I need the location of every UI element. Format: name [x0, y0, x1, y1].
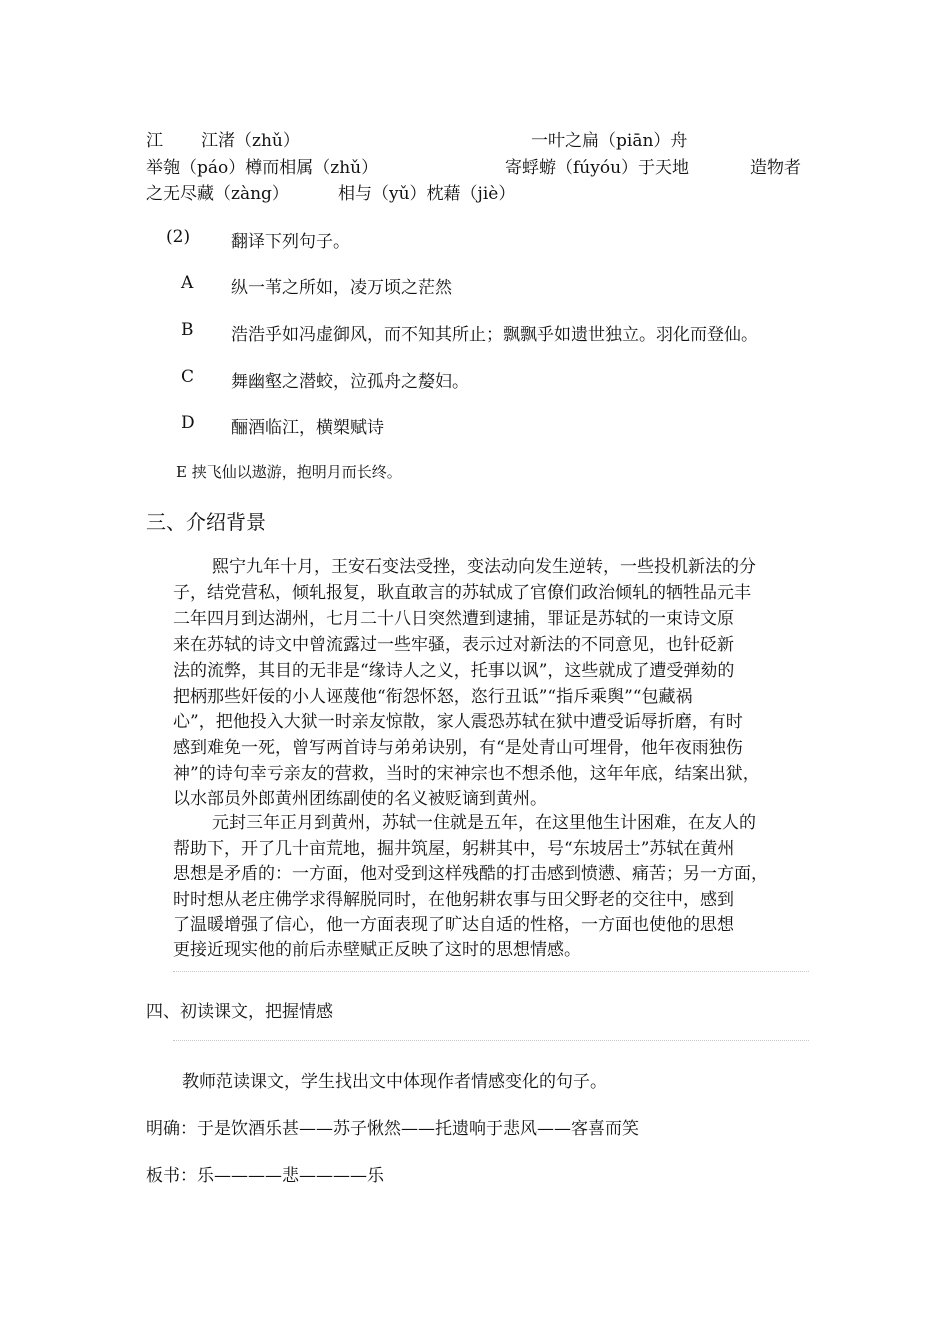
background-line: 子，结党营私，倾轧报复，耿直敢言的苏轼成了官僚们政治倾轧的牺牲品元丰	[173, 583, 751, 603]
vocab-word-jiangzhu: 江渚（zhǔ）	[201, 131, 300, 151]
vocab-word-zhenjie: 相与（yǔ）枕藉（jiè）	[338, 184, 516, 204]
exercise-number: (2)	[166, 227, 191, 247]
item-letter-b: B	[181, 320, 194, 340]
item-letter-a: A	[181, 273, 194, 293]
vocab-word-bianzhou: 一叶之扁（piān）舟	[531, 131, 688, 151]
mingque-line: 明确：于是饮酒乐甚——苏子愀然——托遗响于悲风——客喜而笑	[146, 1119, 639, 1139]
section-4-title: 四、初读课文，把握情感	[146, 1002, 333, 1022]
background-line: 时时想从老庄佛学求得解脱同时，在他躬耕农事与田父野老的交往中，感到	[173, 890, 734, 910]
background-line: 感到难免一死，曾写两首诗与弟弟诀别，有“是处青山可埋骨，他年夜雨独伤	[173, 738, 743, 758]
background-line: 来在苏轼的诗文中曾流露过一些牢骚，表示过对新法的不同意见，也针砭新	[173, 635, 734, 655]
background-line: 把柄那些奸佞的小人诬蔑他“衔怨怀怒，恣行丑诋”“指斥乘舆”“包藏祸	[173, 687, 693, 707]
divider	[173, 971, 809, 972]
exercise-heading: 翻译下列句子。	[231, 232, 350, 252]
background-line: 心”，把他投入大狱一时亲友惊散，家人震恐苏轼在狱中遭受诟辱折磨，有时	[173, 712, 743, 732]
item-text-b: 浩浩乎如冯虚御风，而不知其所止；飘飘乎如遗世独立。羽化而登仙。	[231, 325, 758, 345]
background-line: 思想是矛盾的：一方面，他对受到这样残酷的打击感到愤懑、痛苦；另一方面，	[173, 864, 768, 884]
vocab-word-zaowuzhe: 造物者	[750, 158, 801, 178]
item-letter-c: C	[181, 367, 195, 387]
background-line: 法的流弊，其目的无非是“缘诗人之义，托事以讽”，这些就成了遭受弹劾的	[173, 661, 735, 681]
item-e: E 挟飞仙以遨游，抱明月而长终。	[176, 463, 402, 481]
banshu-line: 板书：乐————悲————乐	[146, 1166, 384, 1186]
background-line: 神”的诗句幸亏亲友的营救，当时的宋神宗也不想杀他，这年年底，结案出狱，	[173, 764, 760, 784]
vocab-word-fuyou: 寄蜉蝣（fúyóu）于天地	[505, 158, 690, 178]
background-line: 熙宁九年十月，王安石变法受挫，变法动向发生逆转，一些投机新法的分	[212, 557, 756, 577]
item-text-d: 酾酒临江，横槊赋诗	[231, 418, 384, 438]
background-line: 更接近现实他的前后赤壁赋正反映了这时的思想情感。	[173, 940, 581, 960]
vocab-word-paozun: 举匏（páo）樽而相属（zhǔ）	[146, 158, 379, 178]
vocab-word-zang: 之无尽藏（zàng）	[146, 184, 289, 204]
item-text-a: 纵一苇之所如，凌万顷之茫然	[231, 278, 452, 298]
section-4-intro: 教师范读课文，学生找出文中体现作者情感变化的句子。	[182, 1072, 607, 1092]
section-3-title: 三、介绍背景	[146, 510, 266, 534]
background-line: 了温暖增强了信心，他一方面表现了旷达自适的性格，一方面也使他的思想	[173, 915, 734, 935]
divider	[173, 1040, 809, 1041]
background-line: 帮助下，开了几十亩荒地，掘井筑屋，躬耕其中，号“东坡居士”苏轼在黄州	[173, 839, 735, 859]
item-text-c: 舞幽壑之潜蛟，泣孤舟之嫠妇。	[231, 372, 469, 392]
background-line: 以水部员外郎黄州团练副使的名义被贬谪到黄州。	[173, 789, 547, 809]
background-line: 二年四月到达湖州，七月二十八日突然遭到逮捕，罪证是苏轼的一束诗文原	[173, 609, 734, 629]
vocab-word-jiang: 江	[146, 131, 163, 151]
background-line: 元封三年正月到黄州，苏轼一住就是五年，在这里他生计困难，在友人的	[212, 813, 756, 833]
item-letter-d: D	[181, 413, 195, 433]
